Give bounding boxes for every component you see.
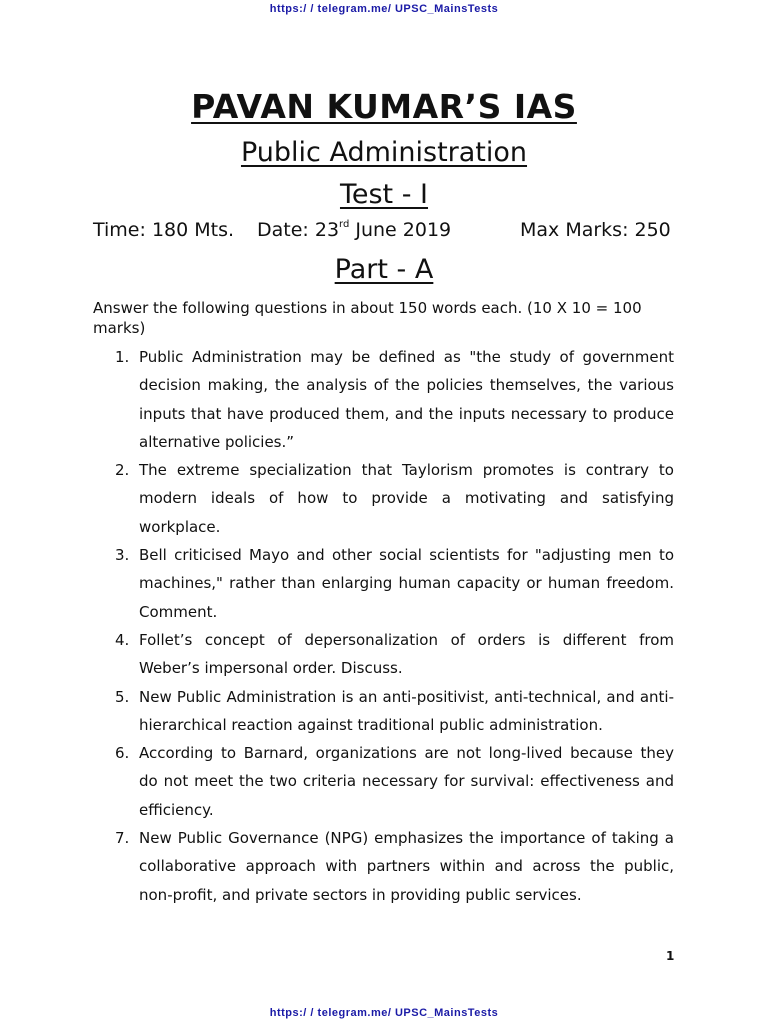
subject-heading: Public Administration: [240, 137, 528, 168]
test-heading: Test - I: [339, 179, 429, 210]
instructions-text: Answer the following questions in about 150 words each. (10 X 10 = 100 marks): [93, 299, 642, 337]
telegram-link-top[interactable]: https:/ / telegram.me/ UPSC_MainsTests: [269, 3, 499, 15]
question-number: 2.: [115, 461, 130, 480]
question-text: Bell criticised Mayo and other social scientists for "adjusting men to machines," rather than enlarging human capacity or human freedom. Comment.: [139, 546, 674, 621]
question-item: [93, 739, 674, 824]
question-number: 4.: [115, 630, 130, 649]
question-item: [93, 824, 674, 909]
question-item: [93, 343, 674, 456]
max-marks-info: Max Marks: 250: [520, 219, 671, 241]
question-text: According to Barnard, organizations are not long-lived because they do not meet the two criteria necessary for survival: effectiveness and efficiency.: [139, 744, 674, 819]
question-number: 5.: [115, 687, 130, 706]
question-item: [93, 456, 674, 541]
institute-title: PAVAN KUMAR’S IAS: [191, 87, 577, 126]
question-text: Public Administration may be defined as "the study of government decision making, the analysis of the policies themselves, the various inputs that have produced them, and the inputs necessary to produce alternative policies.”: [139, 348, 674, 451]
question-item: [93, 683, 674, 740]
question-text: New Public Administration is an anti-positivist, anti-technical, and anti-hierarchical reaction against traditional public administration.: [139, 687, 674, 734]
time-info: Time: 180 Mts.: [93, 219, 235, 241]
date-prefix: Date: 23: [257, 219, 340, 241]
question-item: [93, 626, 674, 683]
question-text: The extreme specialization that Taylorism promotes is contrary to modern ideals of how to provide a motivating and satisfying workplace.: [139, 461, 674, 536]
question-number: 1.: [115, 348, 130, 366]
question-item: [93, 541, 674, 626]
question-text: Follet’s concept of depersonalization of orders is different from Weber’s impersonal order. Discuss.: [139, 630, 674, 678]
question-number: 3.: [115, 546, 130, 565]
date-superscript: rd: [339, 218, 350, 230]
page-number: 1: [666, 949, 675, 963]
part-heading: Part - A: [334, 254, 434, 285]
date-suffix: June 2019: [349, 219, 452, 241]
date-info: [257, 219, 451, 241]
question-number: 7.: [115, 829, 130, 848]
question-number: 6.: [115, 744, 130, 763]
telegram-link-bottom[interactable]: https:/ / telegram.me/ UPSC_MainsTests: [269, 1007, 499, 1019]
question-text: New Public Governance (NPG) emphasizes the importance of taking a collaborative approach with partners within and across the public, non-profit, and private sectors in providing public services.: [139, 829, 674, 904]
question-list: [93, 343, 674, 909]
